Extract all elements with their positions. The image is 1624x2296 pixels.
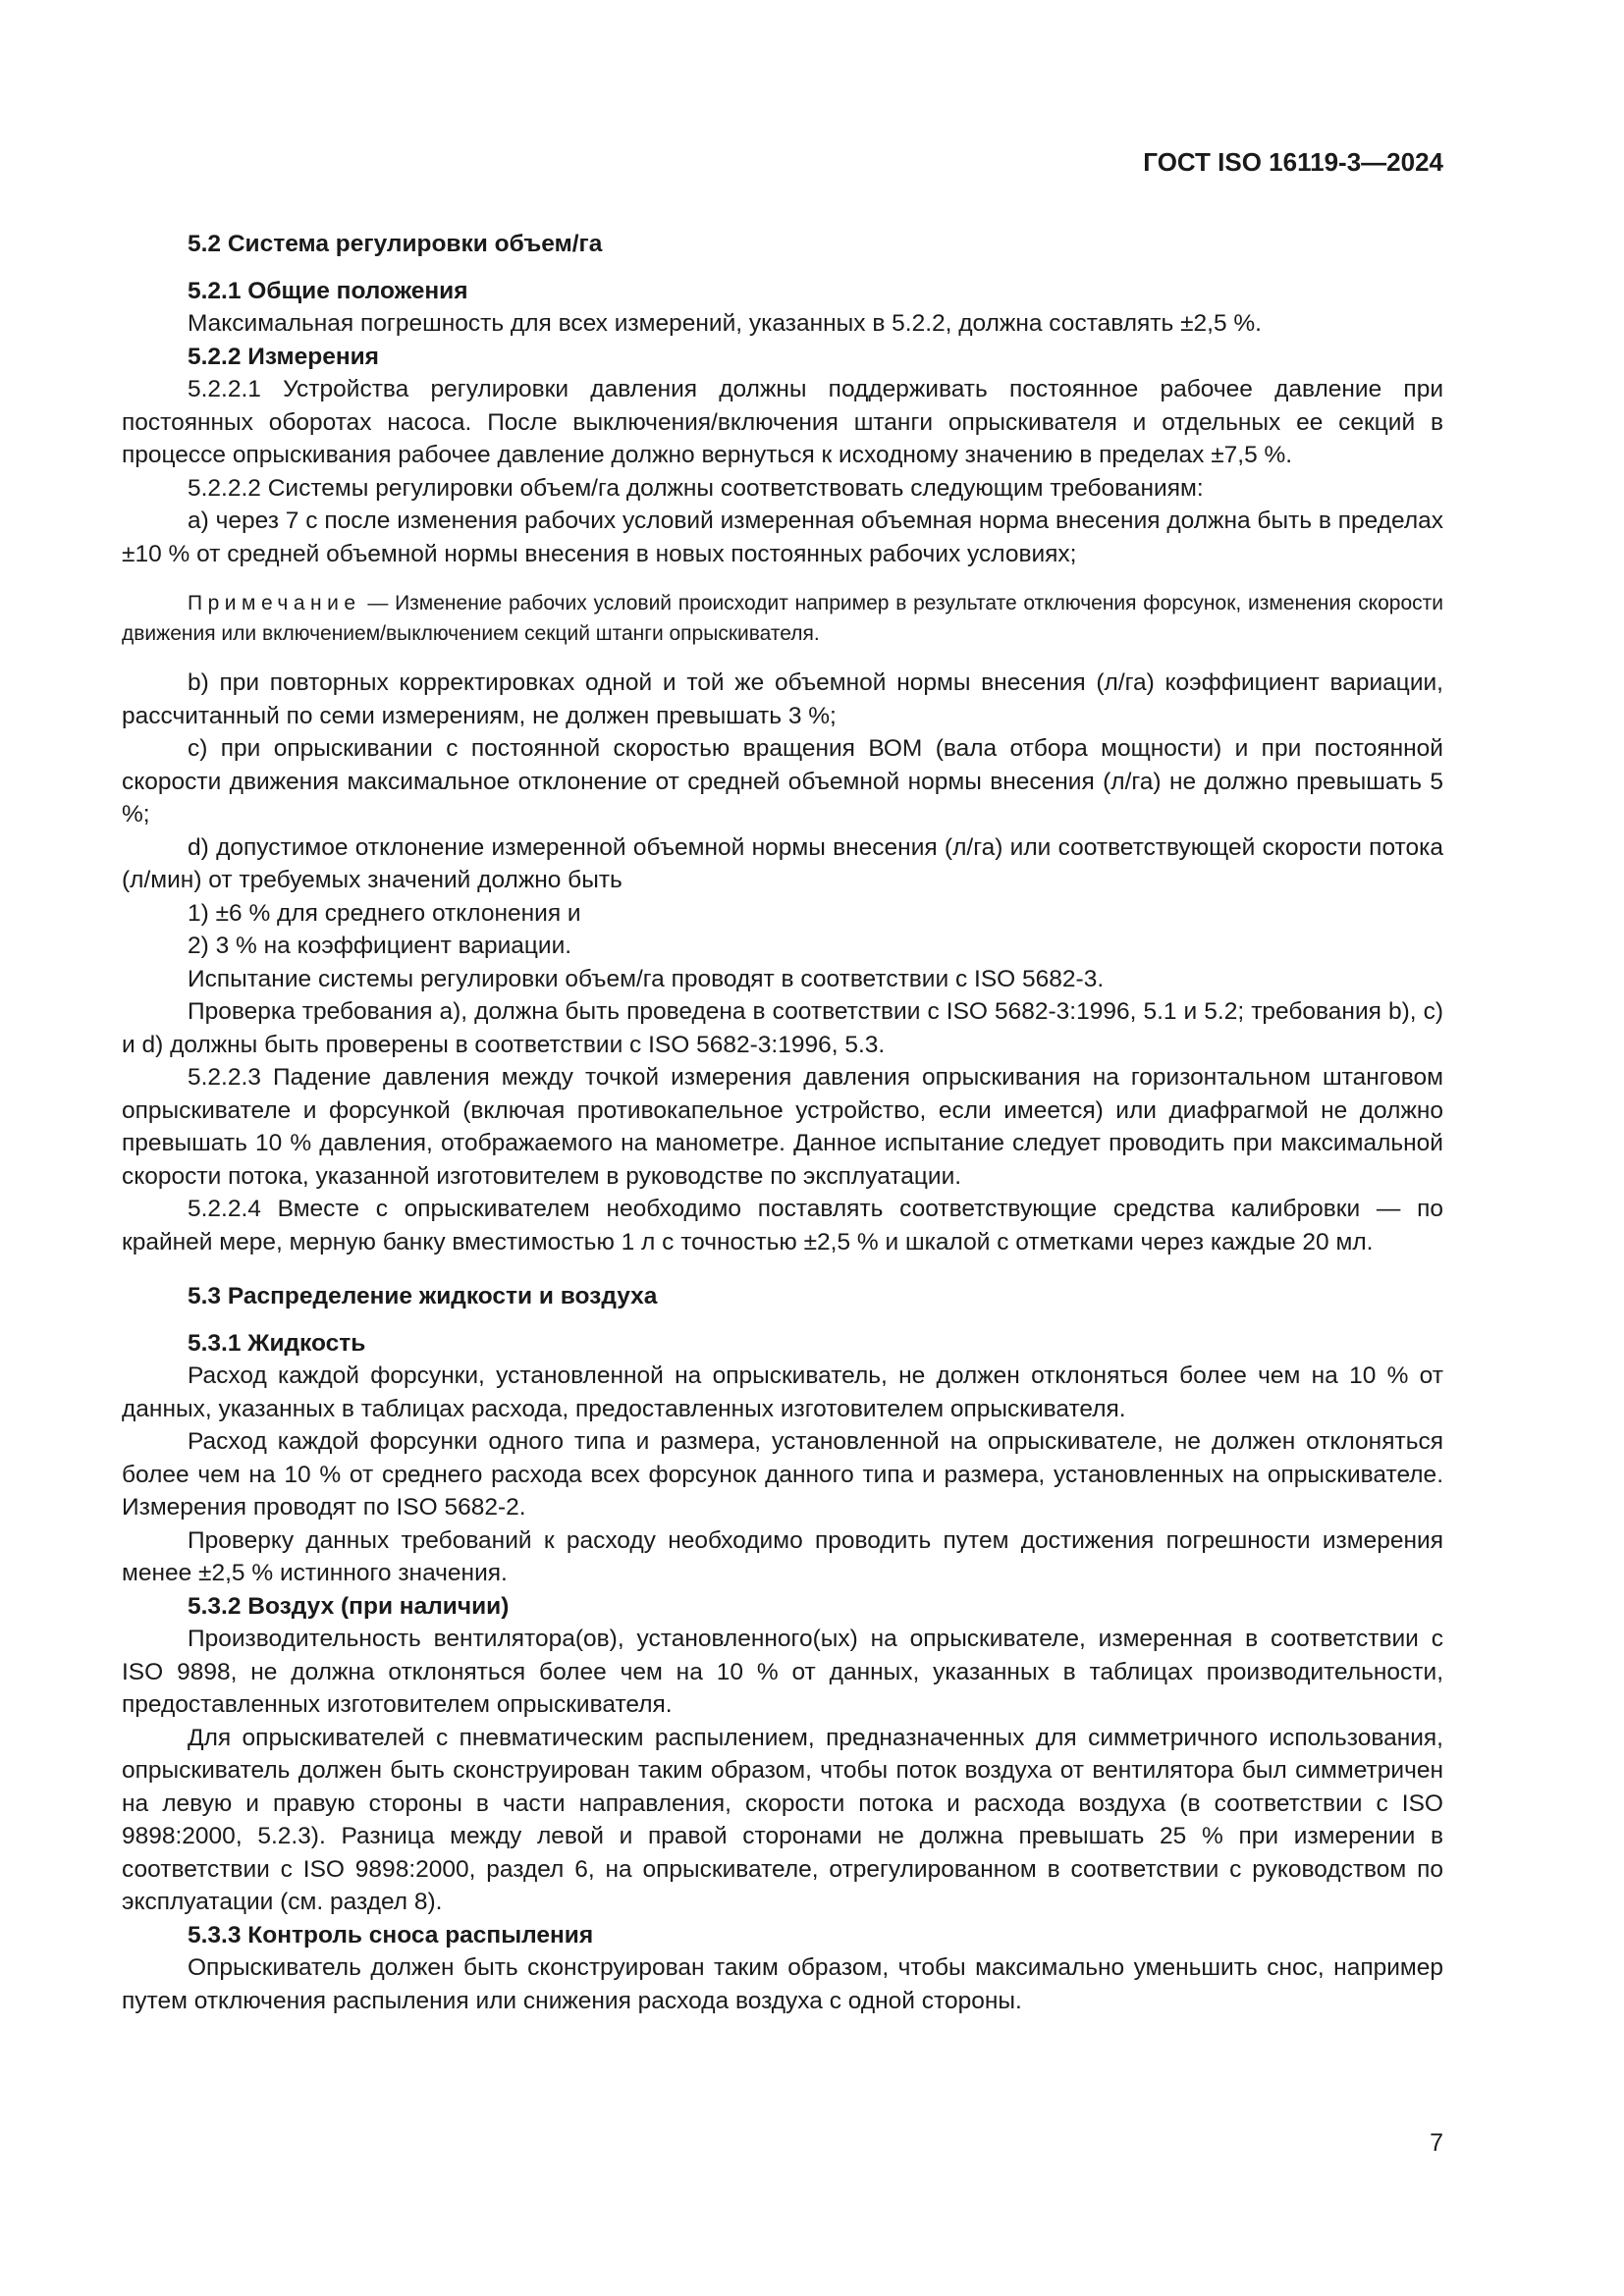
section-5-3-3-heading: 5.3.3 Контроль сноса распыления: [188, 1921, 594, 1949]
section-5-3-2-heading: 5.3.2 Воздух (при наличии): [188, 1592, 510, 1620]
section-5-2-1-heading: 5.2.1 Общие положения: [188, 277, 468, 304]
section-5-2-heading: 5.2 Система регулировки объем/га: [188, 231, 603, 257]
paragraph: Проверку данных требований к расходу необходимо проводить путем достижения погрешности измерения менее ±2,5 % истинного значения.: [122, 1526, 1443, 1586]
paragraph-5-2-2-4: 5.2.2.4 Вместе с опрыскивателем необходимо поставлять соответствующие средства калибровки — по крайней мере, мерную банку вместимостью 1 л с точностью ±2,5 % и шкалой с отметками через каждые 20 мл.: [122, 1196, 1443, 1255]
paragraph: Расход каждой форсунки одного типа и размера, установленной на опрыскивателе, не должен отклоняться более чем на 10 % от среднего расхода всех форсунок данного типа и размера, установленных на опрыскивателе. Измерения проводят по ISO 5682-2.: [122, 1428, 1443, 1521]
page-number: 7: [1430, 2129, 1443, 2157]
note: [122, 588, 1443, 649]
paragraph: Производительность вентилятора(ов), установленного(ых) на опрыскивателе, измеренная в соответствии с ISO 9898, не должна отклоняться более чем на 10 % от данных, указанных в таблицах производительности, предоставленных изготовителем опрыскивателя.: [122, 1626, 1443, 1718]
list-item-b: b) при повторных корректировках одной и той же объемной нормы внесения (л/га) коэффициент вариации, рассчитанный по семи измерениям, не должен превышать 3 %;: [122, 669, 1443, 729]
list-item-c: c) при опрыскивании с постоянной скоростью вращения ВОМ (вала отбора мощности) и при постоянной скорости движения максимальное отклонение от средней объемной нормы внесения (л/га) не должно превышать 5 %;: [122, 735, 1443, 828]
paragraph-5-2-2-2: 5.2.2.2 Системы регулировки объем/га должны соответствовать следующим требованиям:: [188, 474, 1204, 502]
paragraph-5-2-2-3: 5.2.2.3 Падение давления между точкой измерения давления опрыскивания на горизонтальном штанговом опрыскивателе и форсункой (включая противокапельное устройство, если имеется) или диафрагмой не должно превышать 10 % давления, отображаемого на манометре. Данное испытание следует проводить при максимальной скорости потока, указанной изготовителем в руководстве по эксплуатации.: [122, 1064, 1443, 1190]
paragraph-check: Проверка требования a), должна быть проведена в соответствии с ISO 5682-3:1996, 5.1 и 5.2; требования b), c) и d) должны быть проверены в соответствии с ISO 5682-3:1996, 5.3.: [122, 998, 1443, 1058]
section-5-3-heading: 5.3 Распределение жидкости и воздуха: [188, 1283, 658, 1309]
paragraph: Для опрыскивателей с пневматическим распылением, предназначенных для симметричного использования, опрыскиватель должен быть сконструирован таким образом, чтобы поток воздуха от вентилятора был симметричен на левую и правую стороны в части направления, скорости потока и расхода воздуха (в соответствии с ISO 9898:2000, 5.2.3). Разница между левой и правой сторонами не должна превышать 25 % при измерении в соответствии с ISO 9898:2000, раздел 6, на опрыскивателе, отрегулированном в соответствии с руководством по эксплуатации (см. раздел 8).: [122, 1724, 1443, 1915]
section-5-3-1-heading: 5.3.1 Жидкость: [188, 1329, 366, 1357]
paragraph-5-2-2-1: 5.2.2.1 Устройства регулировки давления должны поддерживать постоянное рабочее давление при постоянных оборотах насоса. После выключения/включения штанги опрыскивателя и отдельных ее секций в процессе опрыскивания рабочее давление должно вернуться к исходному значению в пределах ±7,5 %.: [122, 376, 1443, 468]
list-item-d: d) допустимое отклонение измеренной объемной нормы внесения (л/га) или соответствующей скорости потока (л/мин) от требуемых значений должно быть: [122, 833, 1443, 893]
list-item-a: a) через 7 с после изменения рабочих условий измеренная объемная норма внесения должна быть в пределах ±10 % от средней объемной нормы внесения в новых постоянных рабочих условиях;: [122, 507, 1443, 567]
list-item-d2: 2) 3 % на коэффициент вариации.: [188, 933, 572, 959]
paragraph: Расход каждой форсунки, установленной на опрыскиватель, не должен отклоняться более чем на 10 % от данных, указанных в таблицах расхода, предоставленных изготовителем опрыскивателя.: [122, 1362, 1443, 1422]
list-item-d1: 1) ±6 % для среднего отклонения и: [188, 899, 581, 927]
paragraph: Опрыскиватель должен быть сконструирован таким образом, чтобы максимально уменьшить снос, например путем отключения распыления или снижения расхода воздуха с одной стороны.: [122, 1954, 1443, 2014]
paragraph-test: Испытание системы регулировки объем/га проводят в соответствии с ISO 5682-3.: [188, 965, 1105, 992]
note-text: — Изменение рабочих условий происходит например в результате отключения форсунок, изменения скорости движения или включением/выключением секций штанги опрыскивателя.: [122, 592, 1443, 645]
section-5-2-2-heading: 5.2.2 Измерения: [188, 343, 379, 370]
paragraph: Максимальная погрешность для всех измерений, указанных в 5.2.2, должна составлять ±2,5 %.: [188, 310, 1262, 337]
page-body: [122, 228, 1443, 2017]
document-number-header: ГОСТ ISO 16119-3—2024: [1143, 147, 1443, 177]
note-label: Примечание: [188, 592, 361, 614]
